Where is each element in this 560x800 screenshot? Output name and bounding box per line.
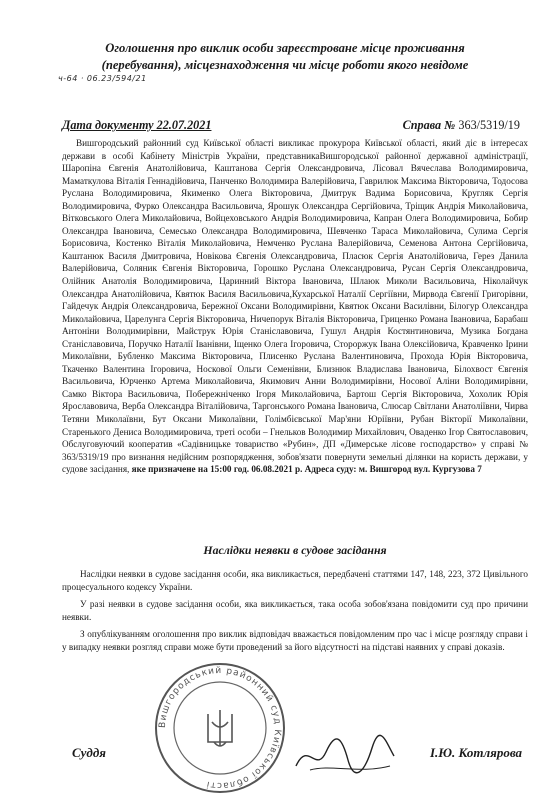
consequences-paragraph-3: З опублікуванням оголошення про виклик відповідач вважається повідомленим про час і місце розгляду справи і у випадку неявки розгляд справи може бути проведений за його відсутності на підставі наявних у справі доказів. (62, 629, 528, 652)
consequences-paragraph-1: Наслідки неявки в судове засідання особи, яка викликається, передбачені статтями 147, 148, 223, 372 Цивільного процесуального кодексу України. (62, 569, 528, 592)
summons-main-text: Вишгородський районний суд Київської області викликає прокурора Київської області, який діє в інтересах держави в особі Кабінету Міністрів України, представникаВишгородської районної державної адміністрації, Шаропіна Євгенія Анатолійовича, Каштанова Сергія Олександровича, Лісовал Вячеслава Володимировича, Маматкулова Віталія Геннадійовича, Панченко Володимира Валерійовича, Гаврилюк Максима Вікторовича, Тодосова Руслана Володимировича, Якименко Олега Вікторовича, Дмитрук Вадима Борисовича, Кругляк Сергія Володимировича, Фурко Олександра Васильовича, Ярошук Олександра Сергійовича, Тріщик Андрія Миколайовича, Вітковського Олега Миколайовича, Войцеховського Андрія Володимировича, Капран Олега Володимировича, Бобир Олександра Івановича, Семесько Олександра Володимировича, Шевченко Тараса Миколайовича, Сулима Сергія Борисовича, Костенко Віталія Миколайовича, Немченко Руслана Валерійовича, Семенова Антона Сергійовича, Каштанюк Василя Дмитровича, Новікова Євгенія Олександровича, Пласюк Сергія Анатолійовича, Герез Данила Валерійовича, Соляник Євгенія Вікторовича, Горошко Руслана Олександровича, Русан Сергія Олександровича, Олійник Анатолія Володимировича, Царинний Віктора Івановича, Шлаюк Миколи Васильовича, Ніколайчук Олександра Анатолійовича, Квятюк Василя Васильовича,Кухарської Наталії Сергіївни, Мирвода Євгенії Григорівни, Гайдечук Андрія Олександровича, Бережної Оксани Володимирівни, Квятюк Оксани Василівни, Білогур Олександра Миколайовича, Царелунга Сергія Вікторовича, Ничепорук Віталія Вікторовича, Гриценко Романа Івановича, Барабаш Антоніни Володимирівни, Майструк Юрія Станіславовича, Гушул Андрія Костянтиновича, Музика Богдана Станіславовича, Поручко Наталії Іванівни, Іщенко Олега Ігоровича, Стороржук Івана Олексійовича, Кравченко Ірини Миколаївни, Бубленко Максима Вікторовича, Плисенко Руслана Валентиновича, Прохода Юрія Вікторовича, Ткаченко Валентина Ігоровича, Носкової Ольги Семенівни, Близнюк Владислава Івановича, Білохвост Євгенія Васильовича, Юрченко Артема Миколайовича, Якимович Анни Володимирівни, Носової Аліни Володимирівни, Самко Віктора Васильовича, Побережніченко Ігоря Миколайовича, Бартош Сергія Вікторовича, Хохолик Юрія Ярославовича, Верба Олександра Віталійовича, Таргонського Романа Івановича, Слюсар Світлани Анатоліївни, Чирва Тетяни Миколаївни, Бут Оксани Миколаївни, Голімбієвської Мар'яни Юріївни, Рубан Вікторії Миколаївни, Старенького Дениса Володимировича, треті особи – Гнельков Володимир Михайлович, Оваденко Ігор Святославович, Обслуговуючий кооператив «Садівницьке товариство «Рубин», ДП «Димерське лісове господарство» у справі № 363/5319/19 про визнання недійсним розпорядження, зобов'язати повернути земельні ділянки на користь держави, у судове засідання, (62, 138, 528, 475)
handwritten-registration-note: ч-64 · 06.23/594/21 (58, 74, 147, 83)
case-number-line (403, 118, 520, 133)
judge-name: І.Ю. Котлярова (430, 745, 523, 760)
trident-emblem-icon (208, 710, 232, 746)
judge-label: Суддя (72, 745, 106, 760)
summons-body (62, 137, 528, 476)
court-seal-stamp (150, 658, 290, 798)
case-number-label: Справа № (402, 118, 456, 132)
hearing-time-address: яке призначене на 15:00 год. 06.08.2021 р. Адреса суду: м. Вишгород вул. Кургузова 7 (131, 464, 482, 475)
seal-text: Вишгородський районний суд Київської області (157, 665, 283, 791)
case-number-value: 363/5319/19 (458, 118, 520, 132)
judge-signature (290, 730, 400, 780)
document-title: Оголошення про виклик особи зареєстроване місце проживання (перебування), місцезнаходження чи місце роботи якого невідоме (101, 41, 469, 72)
consequences-heading: Наслідки неявки в судове засідання (203, 543, 387, 557)
document-date: Дата документу 22.07.2021 (62, 118, 212, 132)
consequences-paragraph-2: У разі неявки в судове засідання особи, яка викликається, така особа зобов'язана повідомити суд про причини неявки. (62, 599, 528, 622)
